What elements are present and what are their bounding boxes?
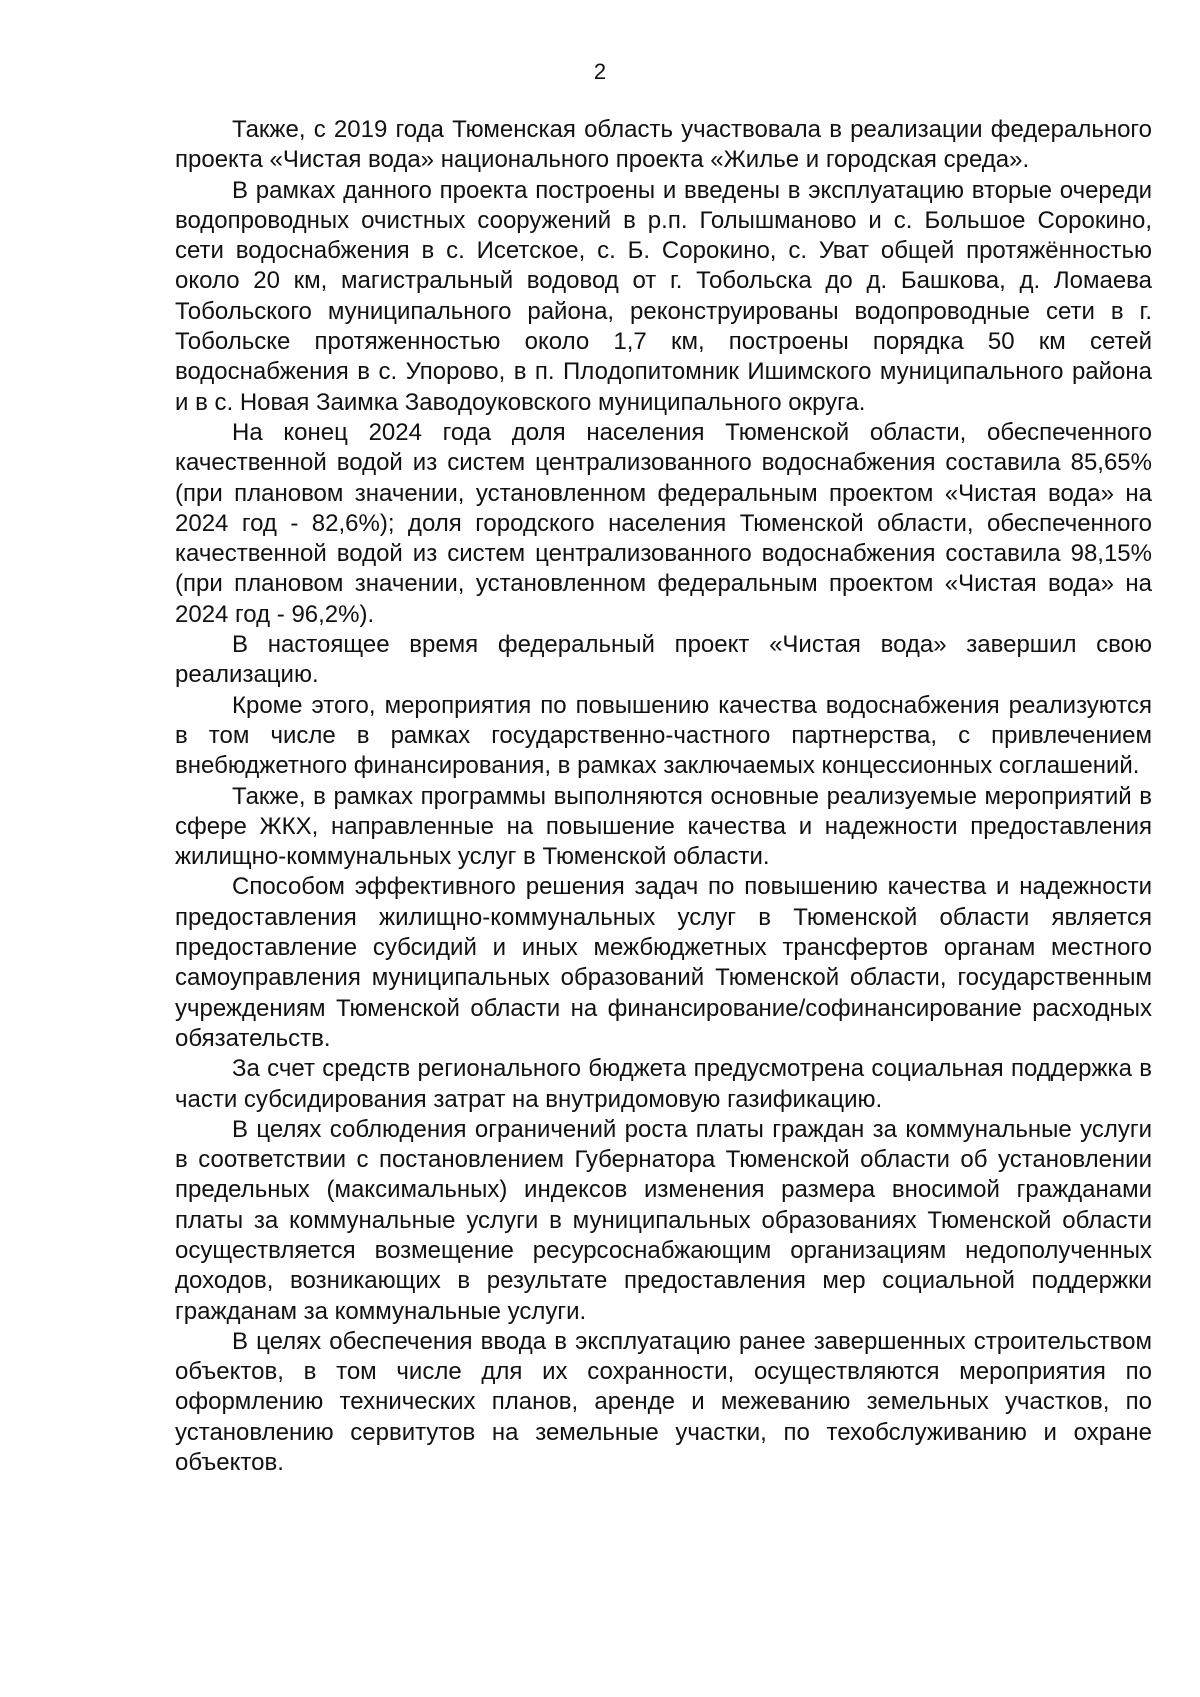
document-body — [175, 115, 1152, 1478]
paragraph: Также, с 2019 года Тюменская область участвовала в реализации федерального проекта «Чистая вода» национального проекта «Жилье и городская среда». — [175, 116, 1152, 174]
paragraph: Также, в рамках программы выполняются основные реализуемые мероприятий в сфере ЖКХ, направленные на повышение качества и надежности предоставления жилищно-коммунальных услуг в Тюменской области. — [175, 782, 1152, 871]
paragraph: В настоящее время федеральный проект «Чистая вода» завершил свою реализацию. — [175, 631, 1152, 689]
paragraph: На конец 2024 года доля населения Тюменской области, обеспеченного качественной водой из систем централизованного водоснабжения составила 85,65% (при плановом значении, установленном федеральным проектом «Чистая вода» на 2024 год - 82,6%); доля городского населения Тюменской области, обеспеченного качественной водой из систем централизованного водоснабжения составила 98,15% (при плановом значении, установленном федеральным проектом «Чистая вода» на 2024 год - 96,2%). — [175, 418, 1152, 628]
paragraph: За счет средств регионального бюджета предусмотрена социальная поддержка в части субсидирования затрат на внутридомовую газификацию. — [175, 1055, 1152, 1113]
paragraph: Кроме этого, мероприятия по повышению качества водоснабжения реализуются в том числе в рамках государственно-частного партнерства, с привлечением внебюджетного финансирования, в рамках заключаемых концессионных соглашений. — [175, 691, 1152, 780]
paragraph: В целях обеспечения ввода в эксплуатацию ранее завершенных строительством объектов, в том числе для их сохранности, осуществляются мероприятия по оформлению технических планов, аренде и межеванию земельных участков, по установлению сервитутов на земельные участки, по техобслуживанию и охране объектов. — [175, 1327, 1152, 1477]
paragraph: В целях соблюдения ограничений роста платы граждан за коммунальные услуги в соответствии с постановлением Губернатора Тюменской области об установлении предельных (максимальных) индексов изменения размера вносимой гражданами платы за коммунальные услуги в муниципальных образованиях Тюменской области осуществляется возмещение ресурсоснабжающим организациям недополученных доходов, возникающих в результате предоставления мер социальной поддержки гражданам за коммунальные услуги. — [175, 1115, 1152, 1325]
paragraph: В рамках данного проекта построены и введены в эксплуатацию вторые очереди водопроводных очистных сооружений в р.п. Голышманово и с. Большое Сорокино, сети водоснабжения в с. Исетское, с. Б. Сорокино, с. Уват общей протяжённостью около 20 км, магистральный водовод от г. Тобольска до д. Башкова, д. Ломаева Тобольского муниципального района, реконструированы водопроводные сети в г. Тобольске протяженностью около 1,7 км, построены порядка 50 км сетей водоснабжения в с. Упорово, в п. Плодопитомник Ишимского муниципального района и в с. Новая Заимка Заводоуковского муниципального округа. — [175, 176, 1152, 416]
paragraph: Способом эффективного решения задач по повышению качества и надежности предоставления жилищно-коммунальных услуг в Тюменской области является предоставление субсидий и иных межбюджетных трансфертов органам местного самоуправления муниципальных образований Тюменской области, государственным учреждениям Тюменской области на финансирование/софинансирование расходных обязательств. — [175, 873, 1152, 1052]
page-number: 2 — [593, 59, 607, 84]
